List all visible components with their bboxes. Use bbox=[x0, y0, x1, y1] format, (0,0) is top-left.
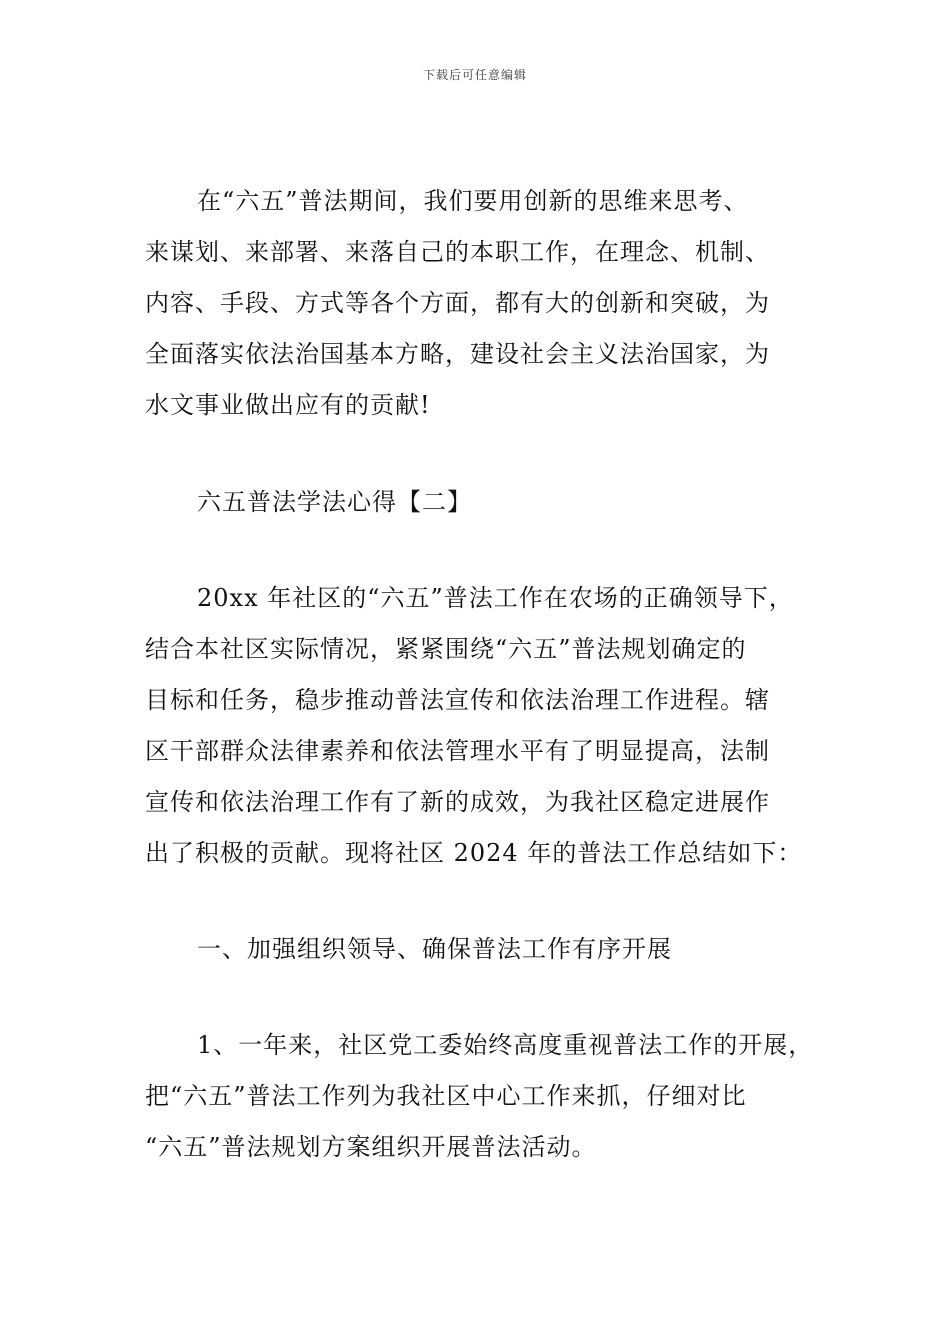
paragraph-1 bbox=[145, 176, 825, 431]
document-body bbox=[145, 176, 825, 1173]
paragraph-line: 在“六五”普法期间，我们要用创新的思维来思考、 bbox=[197, 187, 749, 215]
paragraph-line: 目标和任务，稳步推动普法宣传和依法治理工作进程。辖 bbox=[145, 686, 770, 714]
paragraph-line: 水文事业做出应有的贡献! bbox=[145, 391, 431, 419]
page-header-note: 下载后可任意编辑 bbox=[422, 68, 527, 82]
paragraph-line: 把“六五”普法工作列为我社区中心工作来抓，仔细对比 bbox=[145, 1082, 747, 1110]
paragraph-line: 区干部群众法律素养和依法管理水平有了明显提高，法制 bbox=[145, 737, 770, 765]
paragraph-line: 全面落实依法治国基本方略，建设社会主义法治国家，为 bbox=[145, 340, 770, 368]
heading-text: 六五普法学法心得【二】 bbox=[197, 488, 472, 516]
paragraph-2 bbox=[145, 573, 825, 879]
heading-text: 一、加强组织领导、确保普法工作有序开展 bbox=[197, 935, 672, 963]
spacer bbox=[145, 879, 825, 924]
paragraph-line: 宣传和依法治理工作有了新的成效，为我社区稳定进展作 bbox=[145, 788, 770, 816]
spacer bbox=[145, 528, 825, 573]
paragraph-line: 来谋划、来部署、来落自己的本职工作，在理念、机制、 bbox=[145, 238, 770, 266]
spacer bbox=[145, 975, 825, 1020]
paragraph-line: 结合本社区实际情况，紧紧围绕“六五”普法规划确定的 bbox=[145, 635, 747, 663]
paragraph-line: 内容、手段、方式等各个方面，都有大的创新和突破，为 bbox=[145, 289, 770, 317]
paragraph-line: 出了积极的贡献。现将社区 2024 年的普法工作总结如下： bbox=[145, 839, 803, 867]
section-heading-1 bbox=[145, 924, 825, 975]
spacer bbox=[145, 431, 825, 477]
paragraph-line: 20xx 年社区的“六五”普法工作在农场的正确领导下， bbox=[197, 584, 794, 612]
paragraph-line: 1、一年来，社区党工委始终高度重视普法工作的开展， bbox=[197, 1031, 814, 1059]
paragraph-line: “六五”普法规划方案组织开展普法活动。 bbox=[145, 1133, 597, 1161]
section-title-2 bbox=[145, 477, 825, 528]
paragraph-3 bbox=[145, 1020, 825, 1173]
